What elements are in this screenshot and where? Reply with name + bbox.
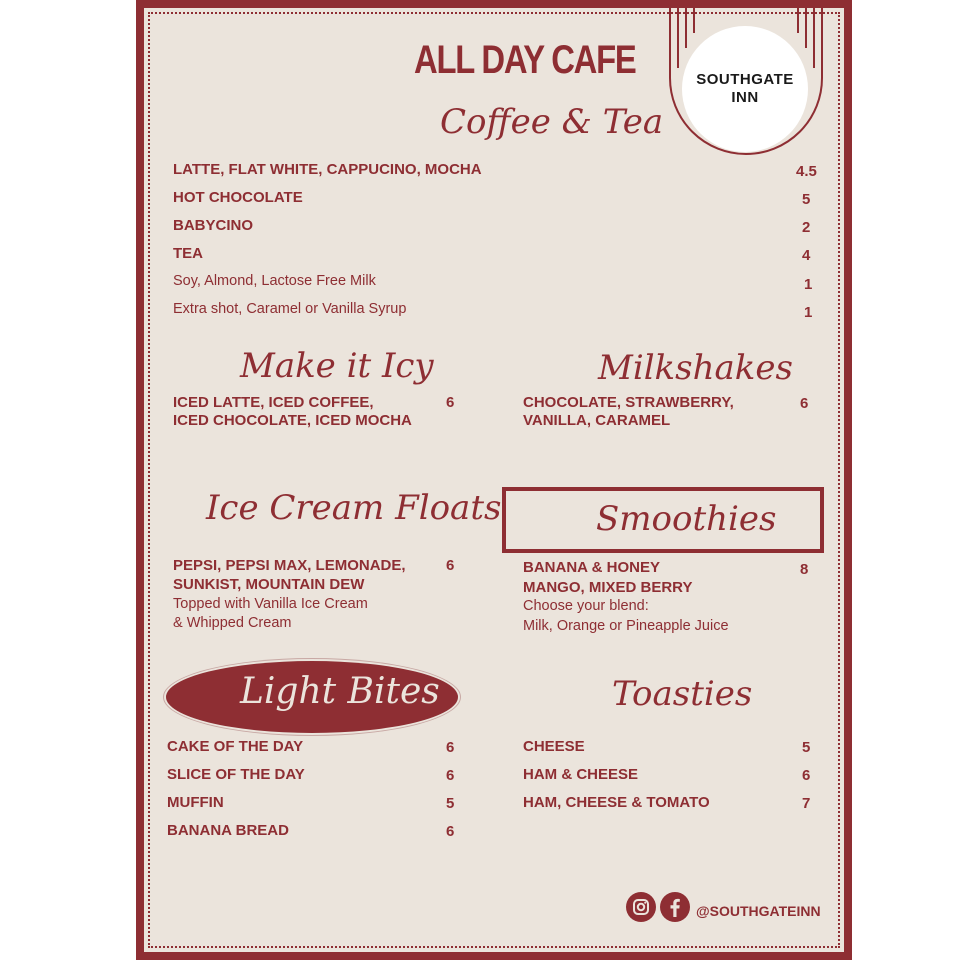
icy-heading: Make it Icy [240,346,434,386]
smoothies-line1: BANANA & HONEY [523,559,660,576]
light-bites-price-3: 5 [446,795,455,812]
instagram-icon[interactable] [626,892,656,922]
toasties-price-1: 5 [802,739,811,756]
coffee-price-1: 4.5 [796,163,817,180]
coffee-item-6: Extra shot, Caramel or Vanilla Syrup [173,301,407,317]
floats-line1: PEPSI, PEPSI MAX, LEMONADE, [173,557,406,574]
light-bites-item-2: SLICE OF THE DAY [167,766,305,783]
coffee-item-3: BABYCINO [173,217,254,234]
milkshakes-line2: VANILLA, CARAMEL [523,412,671,429]
social-icons [626,892,690,922]
light-bites-item-1: CAKE OF THE DAY [167,738,304,755]
coffee-item-2: HOT CHOCOLATE [173,189,303,206]
light-bites-heading: Light Bites [240,671,440,712]
smoothies-note2: Milk, Orange or Pineapple Juice [523,618,729,634]
coffee-price-3: 2 [802,219,811,236]
milkshakes-heading: Milkshakes [598,348,793,388]
coffee-item-5: Soy, Almond, Lactose Free Milk [173,273,376,289]
smoothies-price: 8 [800,561,809,578]
menu-page [136,0,852,960]
smoothies-heading: Smoothies [596,499,777,539]
light-bites-price-4: 6 [446,823,455,840]
light-bites-price-2: 6 [446,767,455,784]
toasties-item-2: HAM & CHEESE [523,766,639,783]
coffee-price-6: 1 [804,304,813,321]
milkshakes-line1: CHOCOLATE, STRAWBERRY, [523,394,734,411]
page-title: ALL DAY CAFE [414,38,636,82]
floats-price: 6 [446,557,455,574]
coffee-price-5: 1 [804,276,813,293]
milkshakes-price: 6 [800,395,809,412]
toasties-price-2: 6 [802,767,811,784]
smoothies-note1: Choose your blend: [523,598,649,614]
southgate-logo [682,26,808,152]
floats-note2: & Whipped Cream [173,615,292,631]
coffee-item-1: LATTE, FLAT WHITE, CAPPUCINO, MOCHA [173,161,482,178]
coffee-price-2: 5 [802,191,811,208]
facebook-icon[interactable] [660,892,690,922]
icy-line1: ICED LATTE, ICED COFFEE, [173,394,374,411]
toasties-item-3: HAM, CHEESE & TOMATO [523,794,710,811]
light-bites-item-3: MUFFIN [167,794,224,811]
coffee-item-4: TEA [173,245,203,262]
social-handle[interactable]: @SOUTHGATEINN [696,903,821,919]
light-bites-price-1: 6 [446,739,455,756]
menu-paper [144,8,844,952]
toasties-price-3: 7 [802,795,811,812]
coffee-heading: Coffee & Tea [440,102,664,142]
icy-line2: ICED CHOCOLATE, ICED MOCHA [173,412,412,429]
toasties-item-1: CHEESE [523,738,585,755]
floats-note1: Topped with Vanilla Ice Cream [173,596,368,612]
icy-price: 6 [446,394,455,411]
floats-line2: SUNKIST, MOUNTAIN DEW [173,576,365,593]
smoothies-line2: MANGO, MIXED BERRY [523,579,693,596]
coffee-price-4: 4 [802,247,811,264]
light-bites-item-4: BANANA BREAD [167,822,289,839]
toasties-heading: Toasties [612,674,753,714]
logo-line1: SOUTHGATE [696,71,794,88]
logo-line2: INN [731,89,759,106]
floats-heading: Ice Cream Floats [206,488,502,528]
